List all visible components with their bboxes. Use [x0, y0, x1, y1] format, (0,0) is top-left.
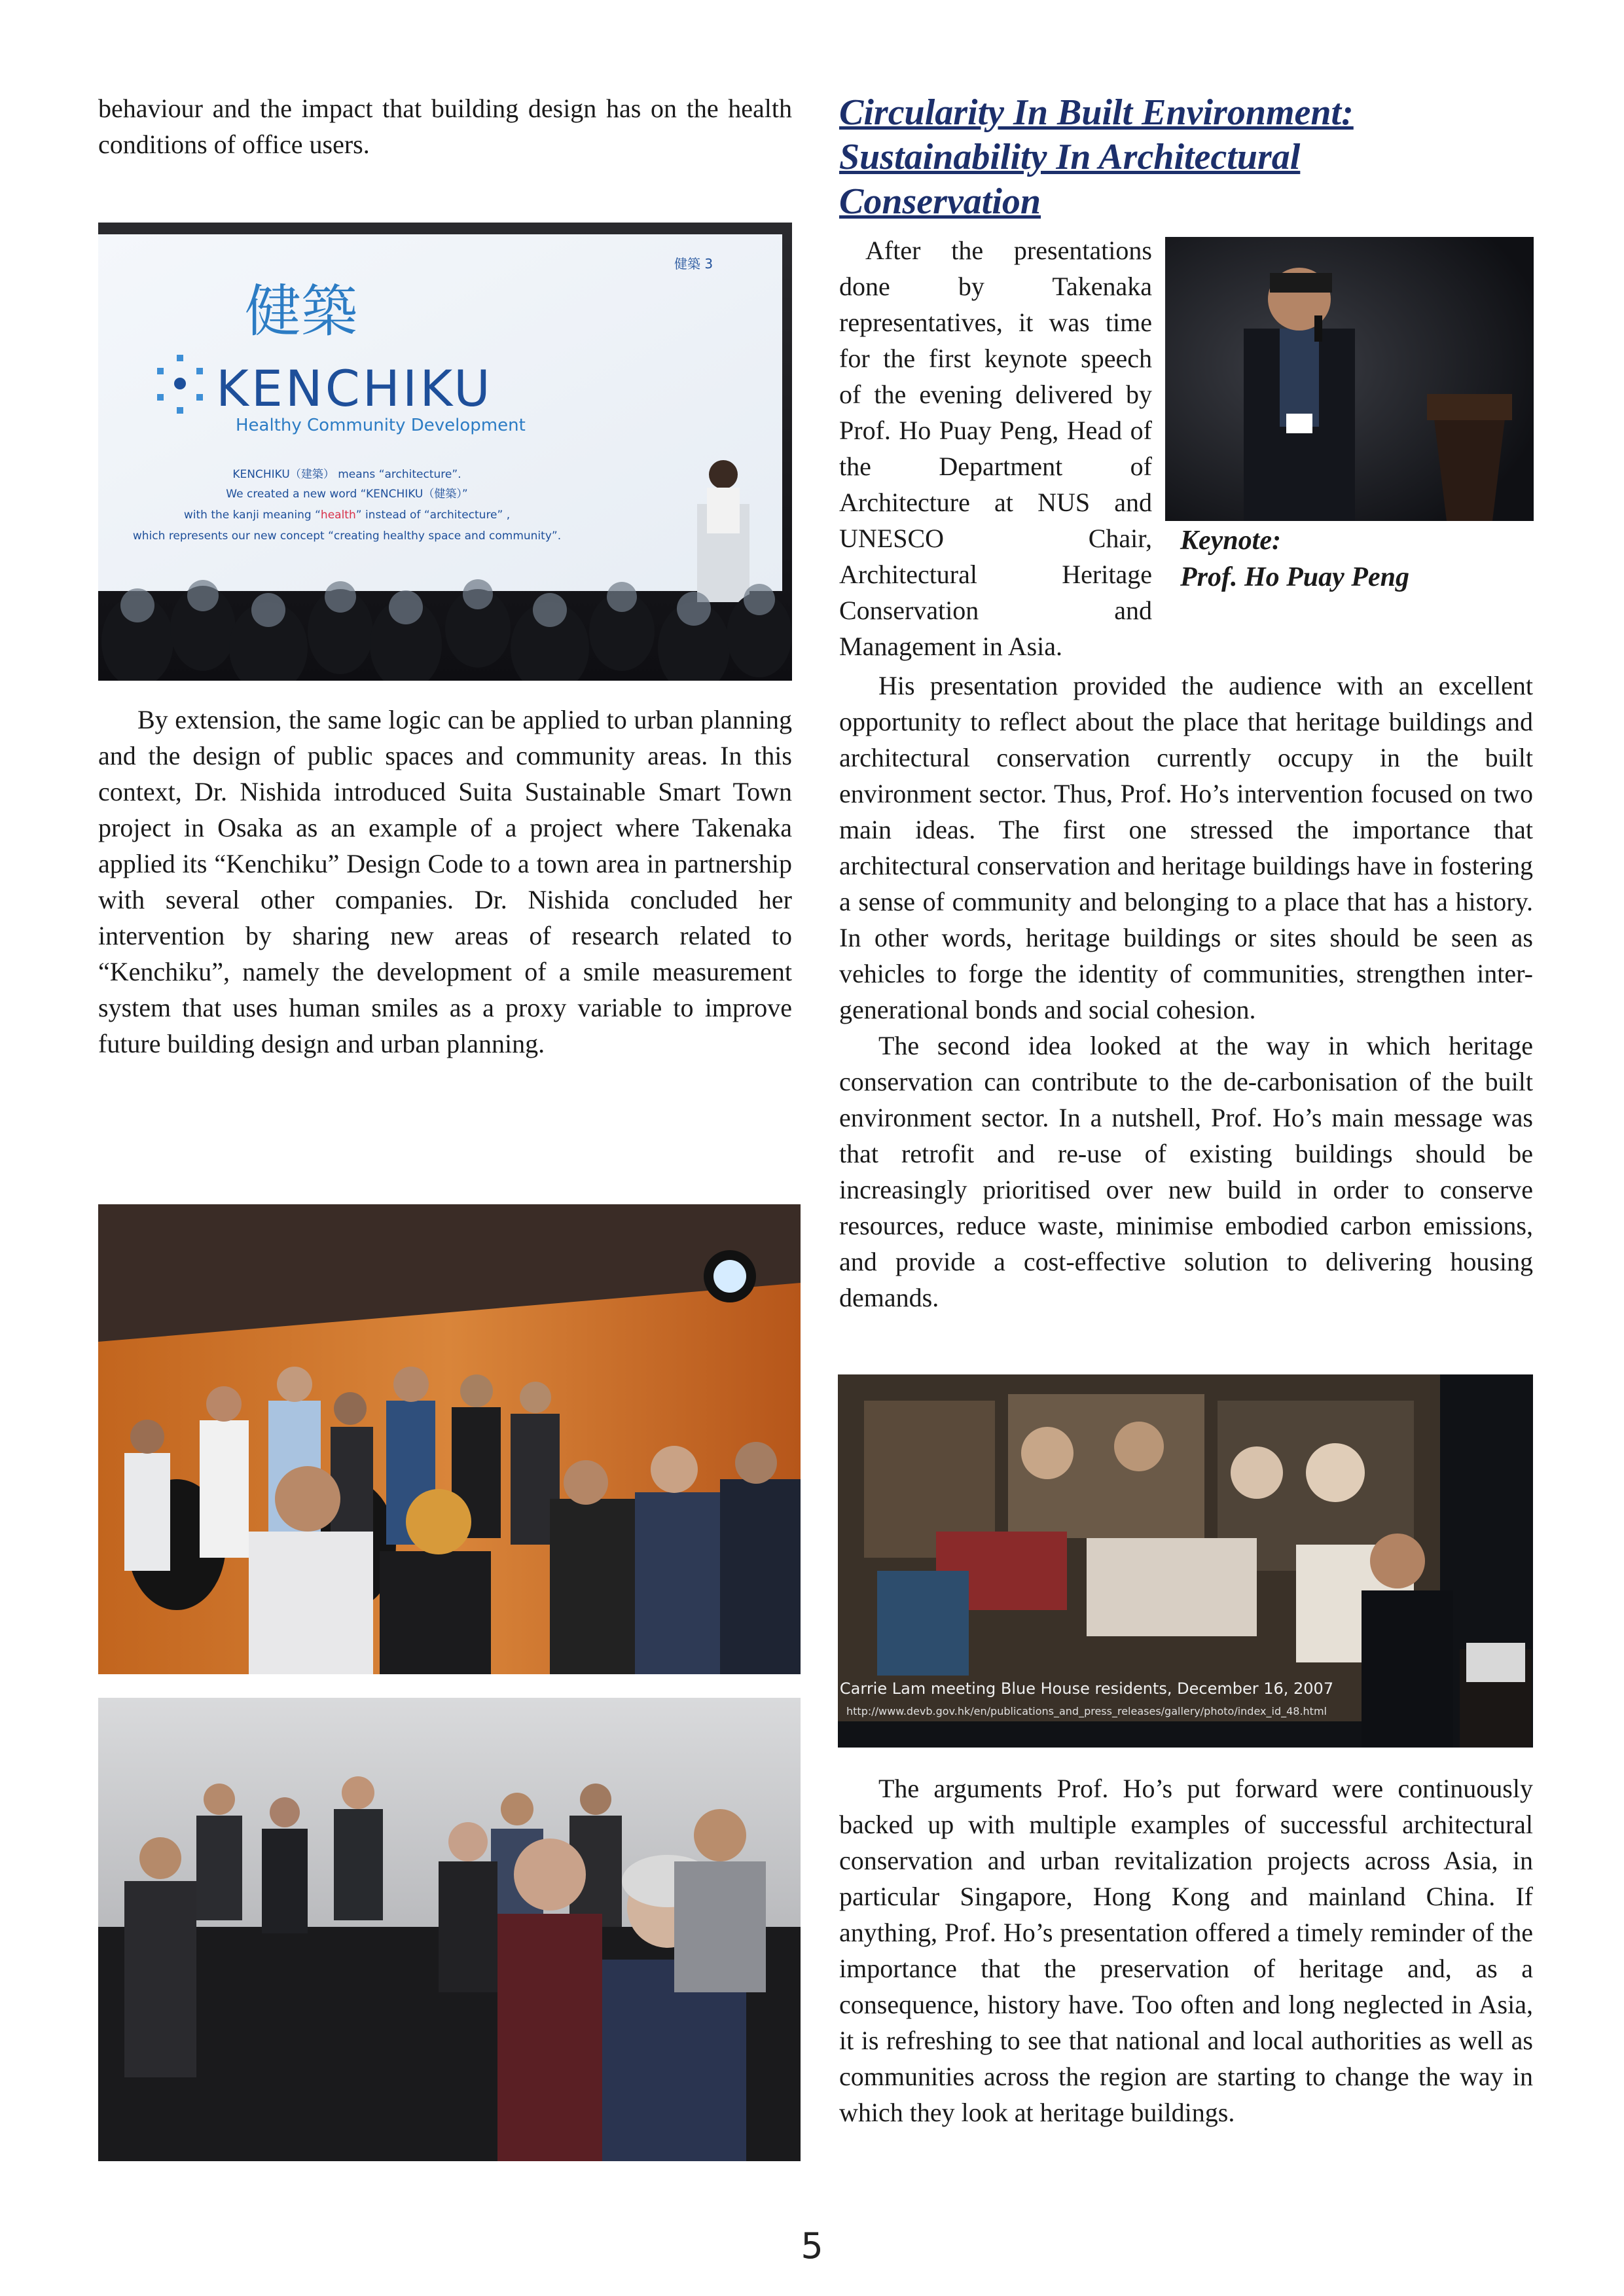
audience-photo-graphic [98, 1698, 801, 2161]
presentation-photo-graphic [838, 1374, 1533, 1748]
keynote-speaker-graphic [1165, 237, 1534, 521]
slide-kanji: 健築 [245, 279, 357, 344]
right-closing-text [839, 1770, 1533, 2130]
slide-tagline: Healthy Community Development [236, 416, 526, 435]
intro-text [98, 90, 792, 162]
keynote-intro-paragraph: After the presentations done by Takenaka representatives, it was time for the first keynote speech of the evening delivered by Prof. Ho Puay Peng, Head of the Department of Architecture at NUS and UNESCO Chair, Architectural Heritage Conservation and Management in Asia. [839, 236, 1152, 661]
keynote-speaker-photo [1165, 237, 1534, 521]
right-paragraph-2: His presentation provided the audience with an excellent opportunity to reflect about the place that heritage buildings and architectural conservation currently occupy in the built environment sector. Thus, Prof. Ho’s intervention focused on two main ideas. The first one stressed the importance that architectural conservation and heritage buildings have in fostering a sense of community and belonging to a place that has a history. In other words, heritage buildings or sites should be seen as vehicles to forge the identity of communities, strengthen inter-generational bonds and social cohesion. [839, 671, 1533, 1024]
page-number: 5 [801, 2225, 823, 2267]
article-heading-line-1: Circularity In Built Environment: [839, 92, 1354, 133]
kenchiku-slide-photo [98, 223, 792, 681]
right-paragraph-3: The second idea looked at the way in which heritage conservation can contribute to the de-carbonisation of the built environment sector. In a nutshell, Prof. Ho’s main message was that retrofit and re-use of existing buildings should be increasingly prioritised over new build in order to conserve resources, reduce waste, minimise embodied carbon emissions, and provide a cost-effective solution to delivering housing demands. [839, 1031, 1533, 1312]
slide-line-2: We created a new word “KENCHIKU（健築）” [226, 488, 468, 501]
networking-photo [98, 1204, 801, 1674]
left-body-text [98, 702, 792, 1062]
slide-photo-caption: Carrie Lam meeting Blue House residents, December 16, 2007 [839, 1679, 1334, 1698]
article-heading-line-3: Conservation [839, 181, 1041, 222]
intro-paragraph: behaviour and the impact that building design has on the health conditions of office users. [98, 94, 792, 159]
networking-photo-graphic [98, 1204, 801, 1674]
keynote-caption-label: Keynote: [1180, 526, 1281, 556]
article-heading [839, 90, 1533, 224]
keynote-caption-name: Prof. Ho Puay Peng [1180, 562, 1409, 592]
article-heading-line-2: Sustainability In Architectural [839, 137, 1301, 177]
slide-brand: KENCHIKU [216, 359, 493, 418]
keynote-caption [1180, 522, 1521, 596]
left-body-paragraph: By extension, the same logic can be applied to urban planning and the design of public spaces and community areas. In this context, Dr. Nishida introduced Suita Sustainable Smart Town project in Osaka as an example of a project where Takenaka applied its “Kenchiku” Design Code to a town area in partnership with several other companies. Dr. Nishida concluded her intervention by sharing new areas of research related to “Kenchiku”, namely the development of a smile measurement system that uses human smiles as a proxy variable to improve future building design and urban planning. [98, 705, 792, 1058]
slide-line-4: which represents our new concept “creating healthy space and community”. [132, 529, 562, 543]
audience-photo [98, 1698, 801, 2161]
slide-page-badge: 健築 3 [674, 256, 713, 272]
presentation-photo [838, 1374, 1533, 1748]
slide-line-3: with the kanji meaning “health” instead of “architecture” , [183, 509, 511, 522]
right-paragraph-4: The arguments Prof. Ho’s put forward were continuously backed up with multiple examples of successful architectural conservation and urban revitalization projects across Asia, in particular Singapore, Hong Kong and mainland China. If anything, Prof. Ho’s presentation offered a timely reminder of the importance that the preservation of heritage and, as a consequence, history have. Too often and long neglected in Asia, it is refreshing to see that national and local authorities as well as communities across the region are starting to change the way in which they look at heritage buildings. [839, 1774, 1533, 2127]
right-body-text [839, 668, 1533, 1316]
slide-photo-url: http://www.devb.gov.hk/en/publications_and_press_releases/gallery/photo/index_id_48.html [846, 1705, 1327, 1717]
slide-line-1: KENCHIKU（建築） means “architecture”. [232, 468, 461, 481]
keynote-intro-text [839, 232, 1152, 664]
kenchiku-slide-graphic [98, 223, 792, 681]
